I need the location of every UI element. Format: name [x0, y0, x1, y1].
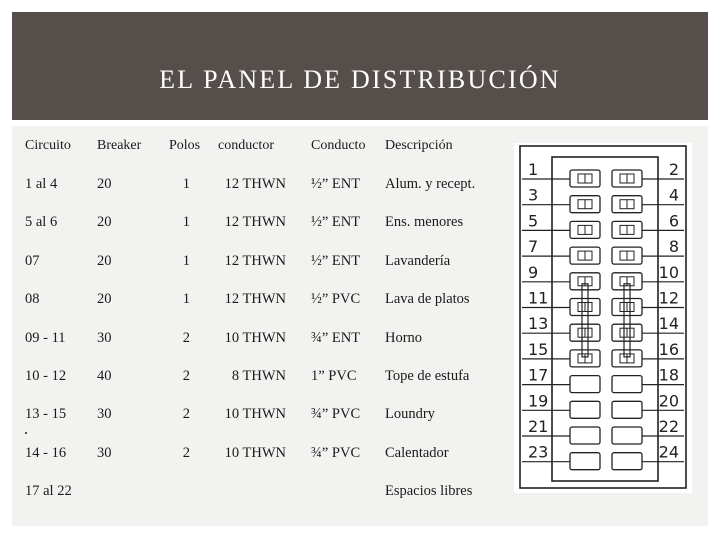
circuit-number-right: 8: [668, 237, 679, 257]
cell-conductor: 10 THWN: [224, 406, 286, 423]
cell-circuito: 1 al 4: [25, 176, 58, 192]
circuit-number-left: 23: [528, 442, 549, 462]
header-polos: Polos: [169, 138, 201, 153]
cell-circuito: 08: [25, 291, 40, 308]
cell-descripcion: Ens. menores: [385, 214, 464, 231]
cell-polos: 1: [182, 214, 190, 231]
cell-breaker: 20: [97, 291, 112, 308]
cell-conducto: ¾” PVC: [311, 406, 361, 423]
cell-circuito: 10 - 12: [25, 368, 67, 384]
cell-descripcion: Lava de platos: [385, 291, 470, 308]
breaker-slot-left: [570, 427, 600, 444]
cell-conductor: 12 THWN: [224, 214, 286, 231]
cell-conducto: ¾” ENT: [311, 329, 361, 346]
panel-diagram: [514, 143, 692, 493]
circuit-number-left: 15: [528, 339, 549, 359]
cell-breaker: 30: [97, 329, 112, 346]
circuit-number-left: 7: [528, 237, 539, 257]
cell-descripcion: Calentador: [385, 444, 449, 461]
cell-conducto: ¾” PVC: [311, 444, 361, 461]
cell-breaker: 30: [97, 406, 112, 423]
cell-polos: 1: [182, 252, 190, 269]
circuit-number-right: 6: [668, 211, 679, 231]
cell-polos: 1: [182, 176, 190, 192]
cell-conductor: 12 THWN: [224, 252, 286, 269]
cell-breaker: 20: [97, 252, 112, 269]
title-bar: [12, 12, 708, 120]
cell-descripcion: Espacios libres: [385, 483, 473, 500]
circuit-number-left: 17: [528, 365, 549, 385]
cell-conducto: ½” PVC: [311, 291, 361, 308]
cell-descripcion: Lavandería: [385, 252, 451, 269]
cell-circuito: 5 al 6: [25, 214, 58, 231]
circuit-number-left: 5: [528, 211, 539, 231]
cell-conductor: 10 THWN: [224, 329, 286, 346]
cell-circuito: 17 al 22: [25, 483, 72, 500]
circuit-number-right: 20: [658, 391, 679, 411]
circuit-number-left: 11: [528, 288, 549, 308]
slide-title: EL PANEL DE DISTRIBUCIÓN: [159, 65, 561, 94]
circuit-number-left: 9: [528, 262, 539, 282]
cell-circuito: 14 - 16: [25, 444, 67, 461]
cell-circuito: 07: [25, 252, 40, 269]
breaker-slot-right: [612, 427, 642, 444]
cell-conductor: 12 THWN: [224, 291, 286, 308]
header-circuito: Circuito: [25, 138, 71, 153]
circuit-number-left: 1: [528, 160, 539, 179]
cell-descripcion: Tope de estufa: [385, 368, 470, 384]
cell-breaker: 20: [97, 214, 112, 231]
cell-breaker: 20: [97, 176, 112, 192]
circuit-number-right: 22: [658, 417, 679, 436]
cell-conductor: 12 THWN: [224, 176, 286, 192]
breaker-slot-left: [570, 453, 600, 470]
cell-polos: 2: [182, 406, 190, 423]
cell-circuito: 09 - 11: [25, 329, 66, 346]
header-descripcion: Descripción: [385, 138, 453, 153]
circuit-number-right: 10: [658, 262, 679, 282]
header-breaker: Breaker: [97, 138, 142, 153]
cell-circuito: 13 - 15: [25, 406, 67, 423]
header-conductor: conductor: [218, 138, 274, 153]
circuit-number-right: 16: [658, 339, 679, 359]
circuit-number-left: 21: [528, 417, 549, 436]
breaker-slot-right: [612, 401, 642, 418]
circuit-number-left: 13: [528, 314, 549, 334]
circuit-number-right: 24: [658, 442, 679, 462]
circuit-number-left: 19: [528, 391, 549, 411]
stray-dot: [25, 432, 27, 434]
cell-polos: 2: [182, 329, 190, 346]
breaker-slot-left: [570, 401, 600, 418]
cell-conducto: ½” ENT: [311, 252, 361, 269]
cell-descripcion: Alum. y recept.: [385, 176, 476, 192]
cell-descripcion: Loundry: [385, 406, 435, 423]
circuit-number-right: 14: [658, 314, 679, 334]
header-conducto: Conducto: [311, 138, 366, 153]
breaker-slot-right: [612, 376, 642, 393]
circuit-number-right: 12: [658, 288, 679, 308]
circuit-number-right: 4: [668, 185, 679, 205]
panel-diagram-svg: [514, 143, 692, 493]
cell-polos: 2: [182, 444, 190, 461]
cell-conducto: ½” ENT: [311, 214, 361, 231]
cell-conducto: ½” ENT: [311, 176, 361, 192]
cell-polos: 2: [182, 368, 190, 384]
breaker-slot-right: [612, 453, 642, 470]
circuit-number-right: 18: [658, 365, 679, 385]
circuit-number-left: 3: [528, 185, 539, 205]
cell-polos: 1: [182, 291, 190, 308]
circuit-number-right: 2: [668, 160, 679, 179]
cell-conducto: 1” PVC: [311, 368, 357, 384]
cell-descripcion: Horno: [385, 329, 423, 346]
breaker-slot-left: [570, 376, 600, 393]
cell-breaker: 30: [97, 444, 112, 461]
cell-breaker: 40: [97, 368, 112, 384]
cell-conductor: 8 THWN: [231, 368, 286, 384]
cell-conductor: 10 THWN: [224, 444, 286, 461]
